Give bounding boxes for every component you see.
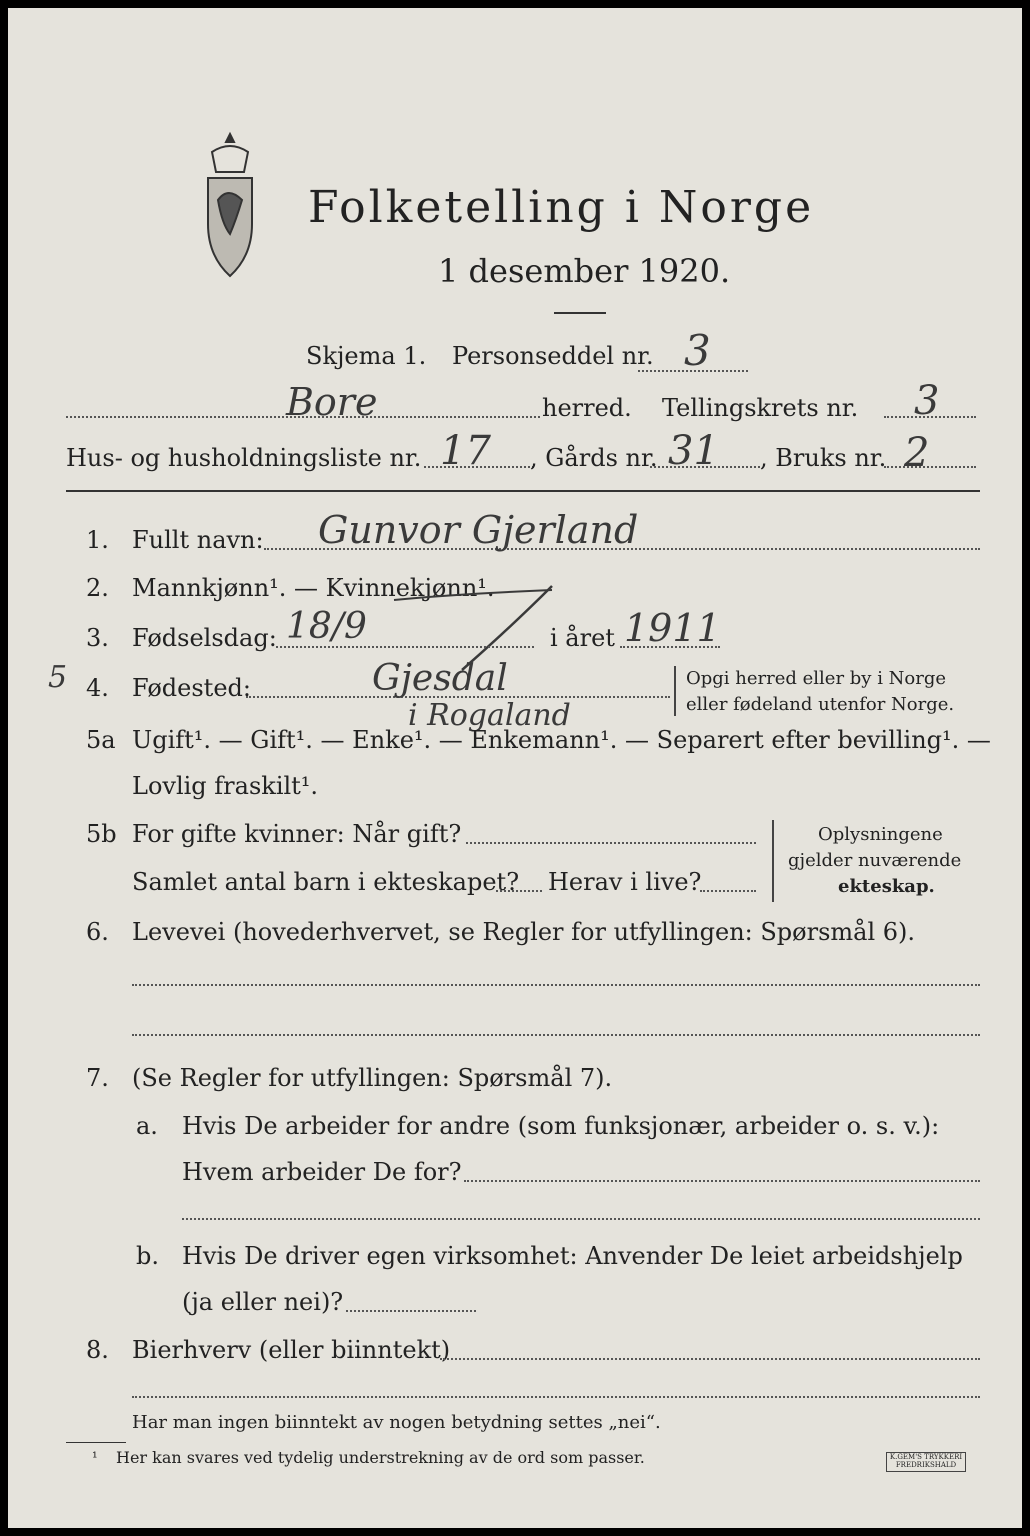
biinntekt-note: Har man ingen biinntekt av nogen betydning settes „nei“. xyxy=(132,1412,661,1433)
q1-number: 1. xyxy=(86,526,109,554)
q5b-children-line xyxy=(496,890,542,892)
q5a-line1: Ugift¹. — Gift¹. — Enke¹. — Enkemann¹. — Separert efter bevilling¹. — xyxy=(132,726,991,754)
q4-note-line1: Opgi herred eller by i Norge xyxy=(686,668,947,689)
q7b-line2: (ja eller nei)? xyxy=(182,1288,344,1316)
q5b-note-line2: gjelder nuværende xyxy=(788,850,962,871)
q5b-note-brace xyxy=(772,820,780,902)
q4-value-line2: i Rogaland xyxy=(408,698,571,733)
q5b-note-line3: ekteskap. xyxy=(838,876,935,897)
q7a-number: a. xyxy=(136,1112,158,1140)
q7a-answer-line2 xyxy=(182,1218,980,1220)
q3-year-label: i året xyxy=(550,624,615,652)
header-divider xyxy=(66,490,980,492)
q4-label: Fødested: xyxy=(132,674,251,702)
q4-note-line2: eller fødeland utenfor Norge. xyxy=(686,694,955,715)
coat-of-arms-icon xyxy=(190,130,270,290)
form-title: Folketelling i Norge xyxy=(308,182,815,233)
q4-number: 4. xyxy=(86,674,109,702)
q5b-label3: Herav i live? xyxy=(548,868,702,896)
husliste-value: 17 xyxy=(440,428,491,474)
footnote-text: Her kan svares ved tydelig understrekning av de ord som passer. xyxy=(116,1448,645,1467)
bruks-line xyxy=(884,466,976,468)
q5a-number: 5a xyxy=(86,726,116,754)
tellingskrets-label: Tellingskrets nr. xyxy=(662,394,859,422)
bruks-label: , Bruks nr. xyxy=(760,444,887,472)
tellingskrets-value: 3 xyxy=(914,378,940,424)
personseddel-label: Personseddel nr. xyxy=(452,342,654,370)
q4-margin-mark: 5 xyxy=(48,660,68,695)
q1-value: Gunvor Gjerland xyxy=(318,508,639,552)
q7b-line1: Hvis De driver egen virksomhet: Anvender De leiet arbeidshjelp xyxy=(182,1242,963,1270)
q7b-answer-line xyxy=(346,1310,476,1312)
footnote-mark: ¹ xyxy=(92,1450,98,1466)
q2-label: Mannkjønn¹. — Kvinnekjønn¹. xyxy=(132,574,495,602)
q6-label: Levevei (hovederhvervet, se Regler for utfyllingen: Spørsmål 6). xyxy=(132,918,916,946)
q4-note-brace xyxy=(674,666,682,716)
q3-label: Fødselsdag: xyxy=(132,624,277,652)
q7a-line2: Hvem arbeider De for? xyxy=(182,1158,462,1186)
q2-number: 2. xyxy=(86,574,109,602)
printer-stamp: K.GEM'S TRYKKERI FREDRIKSHALD xyxy=(886,1452,966,1472)
form-date: 1 desember 1920. xyxy=(438,252,731,290)
title-divider xyxy=(554,312,606,314)
q8-line1 xyxy=(440,1358,980,1360)
q6-line2 xyxy=(132,1034,980,1036)
q6-line1 xyxy=(132,984,980,986)
q5b-married-line xyxy=(466,842,756,844)
schema-label: Skjema 1. xyxy=(306,342,427,370)
q5a-line2: Lovlig fraskilt¹. xyxy=(132,772,319,800)
q5b-label1: For gifte kvinner: Når gift? xyxy=(132,820,462,848)
q3-year-value: 1911 xyxy=(624,606,721,650)
q5b-alive-line xyxy=(700,890,756,892)
herred-value: Bore xyxy=(286,380,378,424)
q7a-answer-line1 xyxy=(464,1180,980,1182)
gards-label: , Gårds nr. xyxy=(530,444,658,472)
q5b-note-line1: Oplysningene xyxy=(818,824,943,845)
q6-number: 6. xyxy=(86,918,109,946)
q5b-number: 5b xyxy=(86,820,117,848)
herred-label: herred. xyxy=(542,394,632,422)
gards-value: 31 xyxy=(668,428,719,474)
footnote-divider xyxy=(66,1442,126,1443)
q7a-line1: Hvis De arbeider for andre (som funksjonær, arbeider o. s. v.): xyxy=(182,1112,940,1140)
personseddel-value: 3 xyxy=(684,326,711,375)
husliste-label: Hus- og husholdningsliste nr. xyxy=(66,444,422,472)
q7-label: (Se Regler for utfyllingen: Spørsmål 7). xyxy=(132,1064,613,1092)
q7-number: 7. xyxy=(86,1064,109,1092)
q8-label: Bierhverv (eller biinntekt) xyxy=(132,1336,451,1364)
q8-number: 8. xyxy=(86,1336,109,1364)
q5b-label2: Samlet antal barn i ekteskapet? xyxy=(132,868,520,896)
q7b-number: b. xyxy=(136,1242,159,1270)
q1-label: Fullt navn: xyxy=(132,526,264,554)
q8-line2 xyxy=(132,1396,980,1398)
bruks-value: 2 xyxy=(904,430,930,476)
q4-value-line1: Gjesdal xyxy=(372,658,508,699)
q3-value: 18/9 xyxy=(286,606,367,647)
q3-number: 3. xyxy=(86,624,109,652)
census-form xyxy=(8,8,1022,1528)
